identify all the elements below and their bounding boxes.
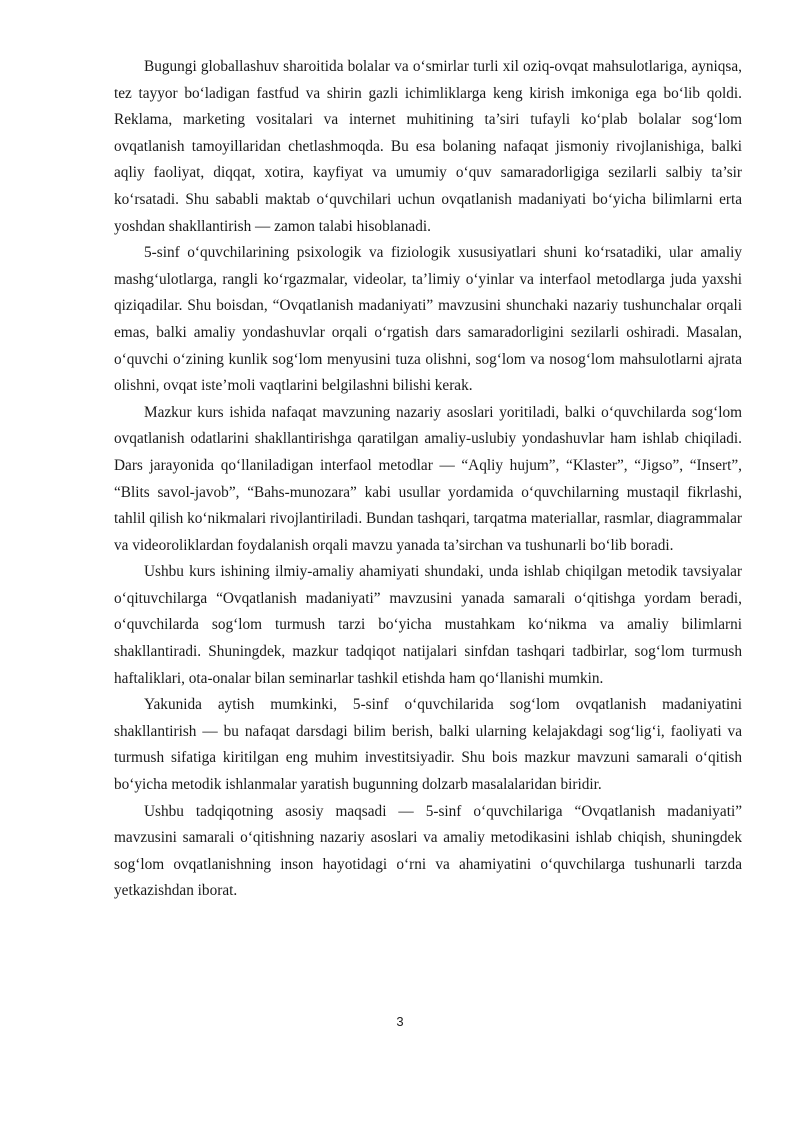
paragraph-5: Yakunida aytish mumkinki, 5-sinf o‘quvchilarida sog‘lom ovqatlanish madaniyatini shakllantirish — bu nafaqat darsdagi bilim berish, balki ularning kelajakdagi sog‘lig‘i, faoliyati va turmush sifatiga kiritilgan eng muhim investitsiyadir. Shu bois mazkur mavzuni samarali o‘qitish bo‘yicha metodik ishlanmalar yaratish bugunning dolzarb masalalaridan biridir. — [114, 696, 742, 794]
paragraph-3: Mazkur kurs ishida nafaqat mavzuning nazariy asoslari yoritiladi, balki o‘quvchilarda sog‘lom ovqatlanish odatlarini shakllantirishga qaratilgan amaliy-uslubiy yondashuvlar ham ishlab chiqiladi. Dars jarayonida qo‘llaniladigan interfaol metodlar — “Aqliy hujum”, “Klaster”, “Jigso”, “Insert”, “Blits savol-javob”, “Bahs-munozara” kabi usullar yordamida o‘quvchilarning mustaqil fikrlashi, tahlil qilish ko‘nikmalari rivojlantiriladi. Bundan tashqari, tarqatma materiallar, rasmlar, diagrammalar va videoroliklardan foydalanish orqali mavzu yanada ta’sirchan va tushunarli bo‘lib boradi. — [114, 403, 742, 554]
body-text — [114, 54, 742, 905]
page-number: 3 — [396, 1014, 404, 1029]
paragraph-6: Ushbu tadqiqotning asosiy maqsadi — 5-sinf o‘quvchilariga “Ovqatlanish madaniyati” mavzusini samarali o‘qitishning nazariy asoslari va amaliy metodikasini ishlab chiqish, shuningdek sog‘lom ovqatlanishning inson hayotidagi o‘rni va ahamiyatini o‘quvchilarga tushunarli tarzda yetkazishdan iborat. — [114, 802, 742, 900]
paragraph-1: Bugungi globallashuv sharoitida bolalar va o‘smirlar turli xil oziq-ovqat mahsulotlariga, ayniqsa, tez tayyor bo‘ladigan fastfud va shirin gazli ichimliklarga keng kirish imkoniga ega bo‘lib qoldi. Reklama, marketing vositalari va internet muhitining ta’siri tufayli ko‘plab bolalar sog‘lom ovqatlanish tamoyillaridan chetlashmoqda. Bu esa bolaning nafaqat jismoniy rivojlanishiga, balki aqliy faoliyat, diqqat, xotira, kayfiyat va umumiy o‘quv samaradorligiga sezilarli salbiy ta’sir ko‘rsatadi. Shu sababli maktab o‘quvchilari uchun ovqatlanish madaniyati bo‘yicha bilimlarni erta yoshdan shakllantirish — zamon talabi hisoblanadi. — [114, 58, 742, 235]
paragraph-2: 5-sinf o‘quvchilarining psixologik va fiziologik xususiyatlari shuni ko‘rsatadiki, ular amaliy mashg‘ulotlarga, rangli ko‘rgazmalar, videolar, ta’limiy o‘yinlar va interfaol metodlarga juda yaxshi qiziqadilar. Shu boisdan, “Ovqatlanish madaniyati” mavzusini shunchaki nazariy tushunchalar orqali emas, balki amaliy yondashuvlar orqali o‘rgatish dars samaradorligini sezilarli oshiradi. Masalan, o‘quvchi o‘zining kunlik sog‘lom menyusini tuza olishni, sog‘lom va nosog‘lom mahsulotlarni ajrata olishni, ovqat iste’moli vaqtlarini belgilashni bilishi kerak. — [114, 244, 742, 395]
paragraph-4: Ushbu kurs ishining ilmiy-amaliy ahamiyati shundaki, unda ishlab chiqilgan metodik tavsiyalar o‘qituvchilarga “Ovqatlanish madaniyati” mavzusini yanada samarali o‘qitishga yordam beradi, o‘quvchilarda sog‘lom turmush tarzi bo‘yicha mustahkam ko‘nikma va amaliy bilimlarni shakllantiradi. Shuningdek, mazkur tadqiqot natijalari sinfdan tashqari tadbirlar, sog‘lom turmush haftaliklari, ota-onalar bilan seminarlar tashkil etishda ham qo‘llanishi mumkin. — [114, 563, 742, 687]
